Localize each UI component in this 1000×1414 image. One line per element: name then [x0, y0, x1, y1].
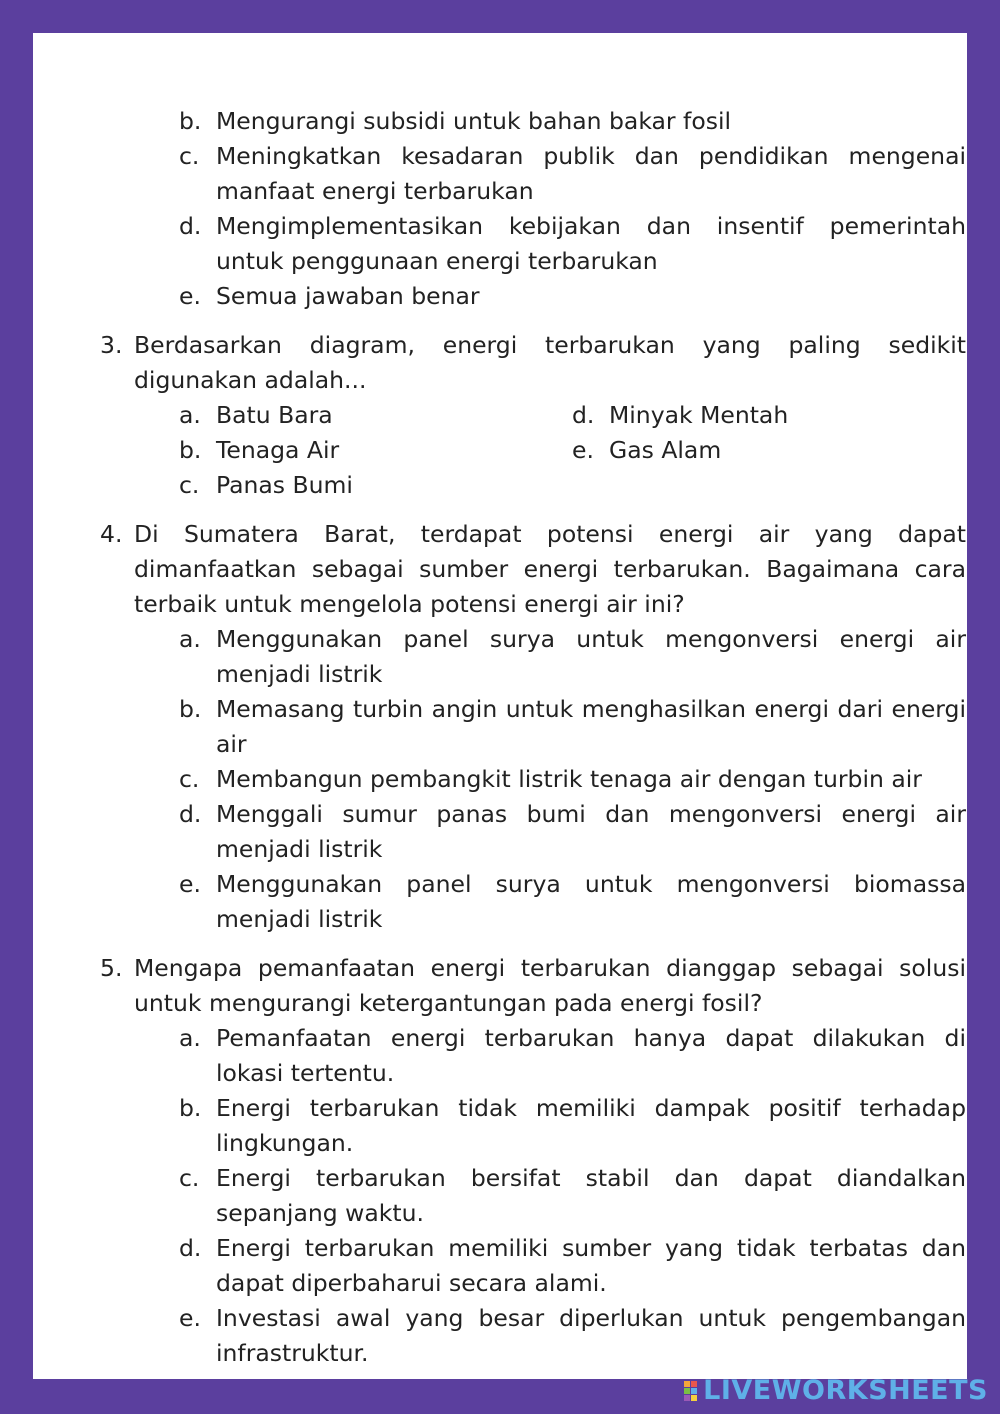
option-d[interactable]: [179, 209, 966, 279]
option-text: Batu Bara: [216, 401, 333, 429]
option-text: Panas Bumi: [216, 471, 353, 499]
question-3-options: [179, 398, 966, 503]
question-text: Berdasarkan diagram, energi terbarukan yang paling sedikit digunakan adalah...: [134, 331, 966, 394]
watermark-text: LIVEWORKSHEETS: [703, 1375, 988, 1406]
option-c[interactable]: [179, 468, 539, 503]
option-letter: e.: [179, 1304, 201, 1332]
option-letter: e.: [179, 282, 201, 310]
option-c[interactable]: [179, 1161, 966, 1231]
option-text: Membangun pembangkit listrik tenaga air dengan turbin air: [216, 765, 922, 793]
option-a[interactable]: [179, 398, 539, 433]
option-a[interactable]: [179, 1021, 966, 1091]
question-number: 4.: [100, 520, 123, 548]
option-letter: c.: [179, 1164, 200, 1192]
option-text: Minyak Mentah: [609, 401, 789, 429]
option-d[interactable]: [572, 398, 932, 433]
liveworksheets-watermark: [684, 1375, 988, 1406]
option-e[interactable]: [572, 433, 932, 468]
question-text: Mengapa pemanfaatan energi terbarukan dianggap sebagai solusi untuk mengurangi ketergantungan pada energi fosil?: [134, 954, 966, 1017]
option-text: Energi terbarukan tidak memiliki dampak positif terhadap lingkungan.: [216, 1094, 966, 1157]
option-letter: d.: [179, 212, 202, 240]
option-letter: a.: [179, 1024, 201, 1052]
question-5: [100, 951, 966, 1371]
question-number: 3.: [100, 331, 123, 359]
option-b[interactable]: [179, 692, 966, 762]
option-letter: a.: [179, 401, 201, 429]
question-stem: [100, 517, 966, 622]
option-letter: d.: [572, 401, 595, 429]
question-4: [100, 517, 966, 937]
option-letter: c.: [179, 471, 200, 499]
option-letter: b.: [179, 107, 202, 135]
liveworksheets-logo-icon: [684, 1381, 697, 1401]
option-text: Energi terbarukan memiliki sumber yang tidak terbatas dan dapat diperbaharui secara alami.: [216, 1234, 966, 1297]
question-stem: [100, 951, 966, 1021]
option-text: Memasang turbin angin untuk menghasilkan energi dari energi air: [216, 695, 966, 758]
option-e[interactable]: [179, 1301, 966, 1371]
option-text: Meningkatkan kesadaran publik dan pendidikan mengenai manfaat energi terbarukan: [216, 142, 966, 205]
option-text: Pemanfaatan energi terbarukan hanya dapat dilakukan di lokasi tertentu.: [216, 1024, 966, 1087]
option-letter: a.: [179, 625, 201, 653]
option-text: Menggunakan panel surya untuk mengonversi biomassa menjadi listrik: [216, 870, 966, 933]
previous-question-options: [179, 104, 966, 314]
option-e[interactable]: [179, 867, 966, 937]
option-text: Mengimplementasikan kebijakan dan insentif pemerintah untuk penggunaan energi terbarukan: [216, 212, 966, 275]
option-d[interactable]: [179, 1231, 966, 1301]
question-3: [100, 328, 966, 503]
question-stem: [100, 328, 966, 398]
option-letter: b.: [179, 695, 202, 723]
option-letter: d.: [179, 800, 202, 828]
option-c[interactable]: [179, 762, 966, 797]
option-text: Investasi awal yang besar diperlukan untuk pengembangan infrastruktur.: [216, 1304, 966, 1367]
option-letter: b.: [179, 1094, 202, 1122]
option-letter: c.: [179, 142, 200, 170]
option-text: Menggunakan panel surya untuk mengonversi energi air menjadi listrik: [216, 625, 966, 688]
question-text: Di Sumatera Barat, terdapat potensi energi air yang dapat dimanfaatkan sebagai sumber energi terbarukan. Bagaimana cara terbaik untuk mengelola potensi energi air ini?: [134, 520, 966, 618]
option-text: Semua jawaban benar: [216, 282, 480, 310]
worksheet-page: [33, 33, 967, 1379]
option-b[interactable]: [179, 104, 966, 139]
option-b[interactable]: [179, 433, 539, 468]
question-number: 5.: [100, 954, 123, 982]
option-text: Tenaga Air: [216, 436, 340, 464]
option-text: Mengurangi subsidi untuk bahan bakar fosil: [216, 107, 732, 135]
worksheet-content: [100, 104, 966, 1371]
option-c[interactable]: [179, 139, 966, 209]
option-b[interactable]: [179, 1091, 966, 1161]
option-e[interactable]: [179, 279, 966, 314]
option-letter: b.: [179, 436, 202, 464]
question-4-options: [179, 622, 966, 937]
option-letter: c.: [179, 765, 200, 793]
option-letter: e.: [572, 436, 594, 464]
question-5-options: [179, 1021, 966, 1371]
option-letter: e.: [179, 870, 201, 898]
option-d[interactable]: [179, 797, 966, 867]
option-text: Gas Alam: [609, 436, 722, 464]
option-text: Menggali sumur panas bumi dan mengonversi energi air menjadi listrik: [216, 800, 966, 863]
option-text: Energi terbarukan bersifat stabil dan dapat diandalkan sepanjang waktu.: [216, 1164, 966, 1227]
option-a[interactable]: [179, 622, 966, 692]
option-letter: d.: [179, 1234, 202, 1262]
